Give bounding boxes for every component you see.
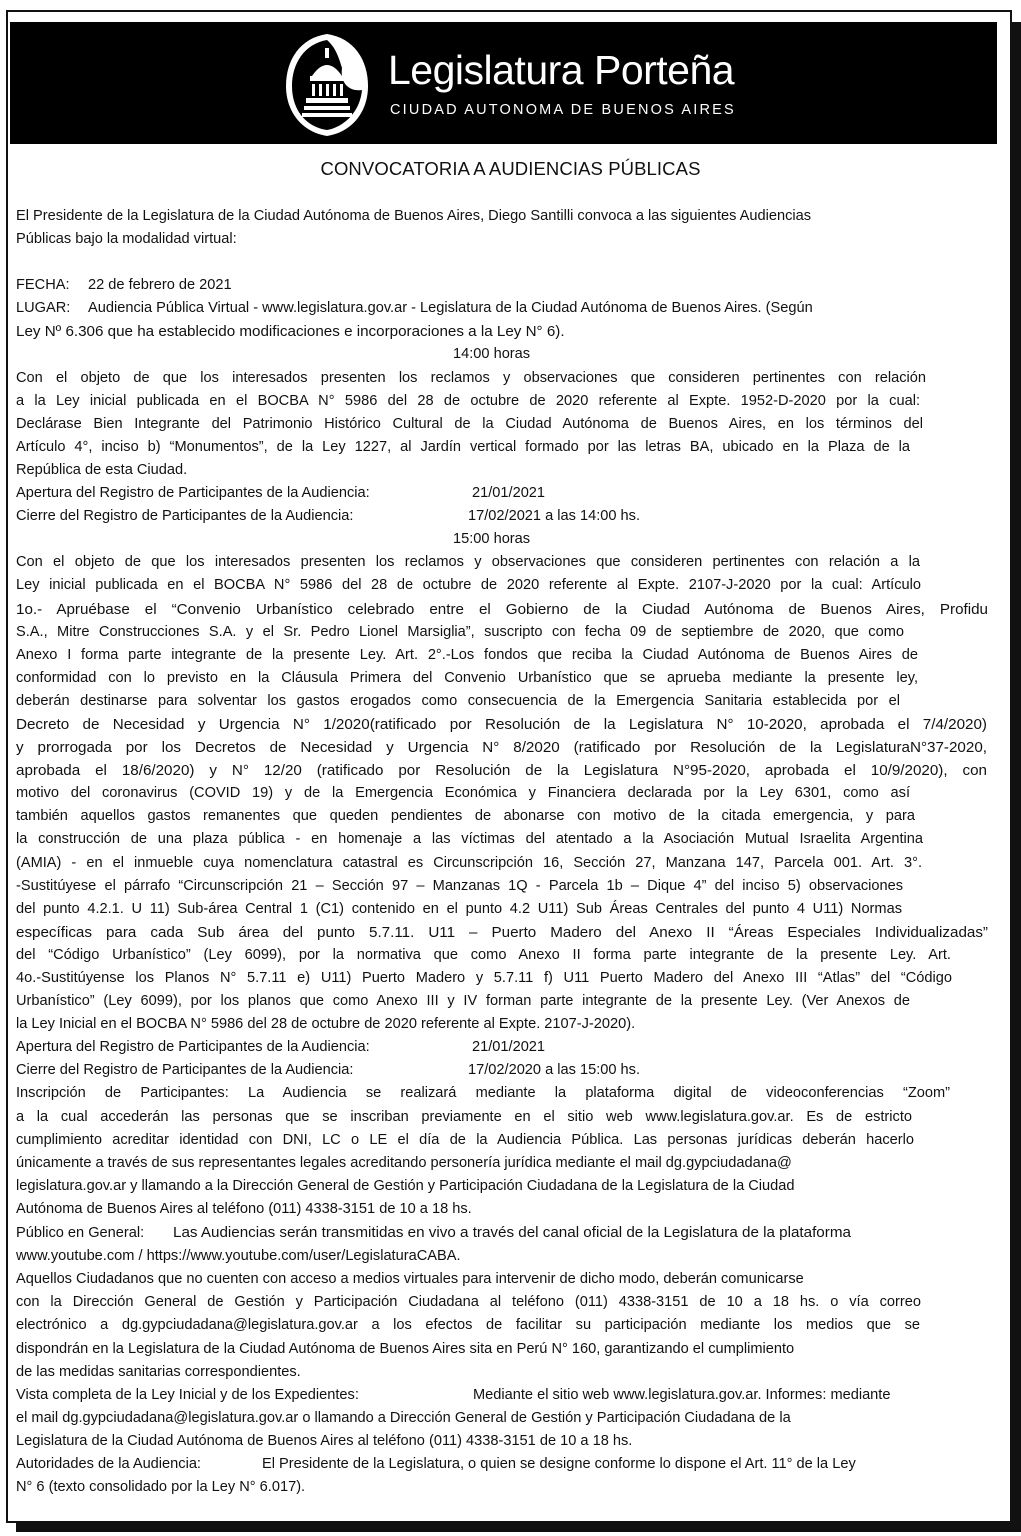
session1-line: Con el objeto de que los interesados presenten los reclamos y observaciones que consideren pertinentes con relación (16, 369, 926, 386)
autoridades-line: N° 6 (texto consolidado por la Ley N° 6.017). (16, 1479, 306, 1496)
session2-line: la construcción de una plaza pública - en homenaje a las víctimas del atentado a la Asociación Mutual Israelita Argentina (16, 831, 923, 848)
brand-subtitle: CIUDAD AUTONOMA DE BUENOS AIRES (390, 102, 736, 118)
cierre-value: 17/02/2021 a las 14:00 hs. (468, 508, 641, 525)
vista-line: Legislatura de la Ciudad Autónoma de Buenos Aires al teléfono (011) 4338-3151 de 10 a 18 hs. (16, 1432, 633, 1449)
publico-line: Aquellos Ciudadanos que no cuenten con acceso a medios virtuales para intervenir de dicho modo, deberán comunicarse (16, 1271, 804, 1288)
autoridades-row (16, 1453, 991, 1476)
apertura-label: Apertura del Registro de Participantes de la Audiencia: (16, 1039, 370, 1056)
inscripcion-line: legislatura.gov.ar y llamando a la Dirección General de Gestión y Participación Ciudadana de la Legislatura de la Ciudad (16, 1177, 795, 1194)
frame-shadow-bottom (16, 1523, 1021, 1532)
session2-line: 1o.- Apruébase el “Convenio Urbanístico celebrado entre el Gobierno de la Ciudad Autónoma de Buenos Aires, Profidu (16, 600, 988, 618)
session2-line: Con el objeto de que los interesados presenten los reclamos y observaciones que consideren pertinentes con relación a la (16, 554, 920, 571)
vista-first: Mediante el sitio web www.legislatura.gov.ar. Informes: mediante (473, 1386, 891, 1403)
cierre-label: Cierre del Registro de Participantes de la Audiencia: (16, 1062, 354, 1079)
cierre-value: 17/02/2020 a las 15:00 hs. (468, 1062, 641, 1079)
session2-line: específicas para cada Sub área del punto 5.7.11. U11 – Puerto Madero del Anexo II “Áreas Especiales Individualizadas” (16, 923, 988, 941)
intro-line: El Presidente de la Legislatura de la Ciudad Autónoma de Buenos Aires, Diego Santilli convoca a las siguientes Audiencias (16, 208, 812, 224)
intro-line: Públicas bajo la modalidad virtual: (16, 231, 237, 248)
inscripcion-label: Inscripción de Participantes: (16, 1085, 229, 1102)
legislature-dome-logo (282, 32, 372, 138)
lugar-label: LUGAR: (16, 300, 71, 317)
session2-line: (AMIA) - en el inmueble cuya nomenclatura catastral es Circunscripción 16, Sección 27, Manzana 147, Parcela 001. Art. 3°. (16, 854, 922, 871)
vista-row (16, 1384, 991, 1407)
autoridades-label: Autoridades de la Audiencia: (16, 1455, 201, 1472)
apertura-value: 21/01/2021 (472, 485, 546, 502)
page-title: CONVOCATORIA A AUDIENCIAS PÚBLICAS (320, 158, 701, 179)
inscripcion-line: a la cual accederán las personas que se inscriban previamente en el sitio web www.legislatura.gov.ar. Es de estricto (16, 1108, 912, 1125)
session2-cierre (16, 1059, 991, 1082)
vista-label: Vista completa de la Ley Inicial y de los Expedientes: (16, 1386, 359, 1403)
lugar-value: Audiencia Pública Virtual - www.legislatura.gov.ar - Legislatura de la Ciudad Autónoma de Buenos Aires. (Según (88, 300, 813, 317)
lugar-continuation: Ley Nº 6.306 que ha establecido modificaciones e incorporaciones a la Ley N° 6). (16, 323, 565, 341)
session2-line: -Sustitúyese el párrafo “Circunscripción 21 – Sección 97 – Manzanas 1Q - Parcela 1b – Dique 4” del inciso 5) observaciones (16, 877, 903, 894)
session2-apertura (16, 1036, 991, 1059)
apertura-label: Apertura del Registro de Participantes de la Audiencia: (16, 485, 370, 502)
session1-line: República de esta Ciudad. (16, 461, 188, 478)
session2-line: la Ley Inicial en el BOCBA N° 5986 del 28 de octubre de 2020 referente al Expte. 2107-J-2020). (16, 1016, 636, 1033)
fecha-label: FECHA: (16, 277, 70, 294)
fecha-row (16, 274, 991, 297)
header-banner (10, 22, 997, 144)
session2-time: 15:00 horas (453, 531, 531, 548)
brand-title: Legislatura Porteña (388, 47, 735, 93)
session2-line: 4o.-Sustitúyense los Planos N° 5.7.11 e) U11) Puerto Madero y 5.7.11 f) U11 Puerto Madero del Anexo III “Atlas” del “Código (16, 970, 952, 986)
publico-label: Público en General: (16, 1225, 145, 1242)
session2-line: Urbanístico” (Ley 6099), por los planos que como Anexo III y IV forman parte integrante de la presente Ley. (Ver Anexos de (16, 993, 910, 1010)
notice-body (16, 205, 991, 1499)
inscripcion-line: Autónoma de Buenos Aires al teléfono (011) 4338-3151 de 10 a 18 hs. (16, 1200, 472, 1217)
inscripcion-line: cumplimiento acreditar identidad con DNI, LC o LE el día de la Audiencia Pública. Las personas jurídicas deberán hacerlo (16, 1131, 914, 1148)
session2-line: Ley inicial publicada en el BOCBA N° 5986 del 28 de octubre de 2020 referente al Expte. 2107-J-2020 por la cual: Artículo (16, 577, 921, 594)
session2-line: y prorrogada por los Decretos de Necesidad y Urgencia N° 8/2020 (ratificado por Resolución de la LegislaturaN°37-2020, (16, 739, 987, 757)
session2-line: S.A., Mitre Construcciones S.A. y el Sr. Pedro Lionel Marsiglia”, suscripto con fecha 09 de septiembre de 2020, que como (16, 623, 904, 640)
session2-line: del punto 4.2.1. U 11) Sub-área Central 1 (C1) contenido en el punto 4.2 U11) Sub Áreas Centrales del punto 4 U11) Normas (16, 900, 902, 917)
vista-line: el mail dg.gypciudadana@legislatura.gov.ar o llamando a Dirección General de Gestión y Participación Ciudadana de la (16, 1409, 791, 1426)
publico-row (16, 1221, 991, 1245)
lugar-row (16, 297, 991, 320)
session1-line: a la Ley inicial publicada en el BOCBA N° 5986 del 28 de octubre de 2020 referente al Expte. 1952-D-2020 por la cual: (16, 392, 920, 409)
publico-line: de las medidas sanitarias correspondientes. (16, 1363, 301, 1380)
session2-line: Anexo I forma parte integrante de la presente Ley. Art. 2°.-Los fondos que reciba la Ciudad Autónoma de Buenos Aires de (16, 646, 918, 663)
session1-line: Artículo 4°, inciso b) “Monumentos”, de la Ley 1227, al Jardín vertical formado por las letras BA, ubicado en la Plaza de la (16, 438, 910, 455)
session2-line: también aquellos gastos remanentes que queden pendientes de abonarse con motivo de la citada emergencia, y para (16, 808, 915, 825)
session1-time: 14:00 horas (453, 346, 531, 363)
session2-line: motivo del coronavirus (COVID 19) y de la Emergencia Económica y Financiera declarada por la Ley 6301, como así (16, 785, 910, 802)
session2-line: conformidad con lo previsto en la Cláusula Primera del Convenio Urbanístico que se aprueba mediante la presente ley, (16, 669, 918, 686)
fecha-value: 22 de febrero de 2021 (88, 277, 232, 294)
frame-shadow-right (1012, 22, 1021, 1530)
inscripcion-first: La Audiencia se realizará mediante la plataforma digital de videoconferencias “Zoom” (247, 1085, 950, 1102)
publico-line: www.youtube.com / https://www.youtube.com/user/LegislaturaCABA. (16, 1248, 461, 1265)
publico-line: con la Dirección General de Gestión y Participación Ciudadana al teléfono (011) 4338-3151 de 10 a 18 hs. o vía correo (16, 1294, 921, 1311)
publico-line: electrónico a dg.gypciudadana@legislatura.gov.ar a los efectos de facilitar su participación mediante los medios que se (16, 1317, 920, 1334)
session2-line: del “Código Urbanístico” (Ley 6099), por la normativa que como Anexo II forma parte integrante de la presente Ley. Art. (16, 946, 951, 963)
session1-apertura (16, 482, 991, 505)
session2-line: aprobada el 18/6/2020) y N° 12/20 (ratificado por Resolución de la Legislatura N°95-2020, aprobada el 10/9/2020), con (16, 762, 987, 780)
session1-cierre (16, 505, 991, 528)
publico-line: dispondrán en la Legislatura de la Ciudad Autónoma de Buenos Aires sita en Perú N° 160, garantizando el cumplimiento (16, 1340, 795, 1357)
inscripcion-row (16, 1082, 950, 1105)
publico-first: Las Audiencias serán transmitidas en vivo a través del canal oficial de la Legislatura de la plataforma (173, 1224, 851, 1242)
apertura-value: 21/01/2021 (472, 1039, 546, 1056)
session2-line: deberán destinarse para solventar los gastos erogados como consecuencia de la Emergencia Sanitaria establecida por el (16, 692, 900, 709)
session2-line: Decreto de Necesidad y Urgencia N° 1/2020(ratificado por Resolución de la Legislatura N° 10-2020, aprobada el 7/4/2020) (16, 715, 987, 733)
cierre-label: Cierre del Registro de Participantes de la Audiencia: (16, 508, 354, 525)
inscripcion-line: únicamente a través de sus representantes legales acreditando personería jurídica mediante el mail dg.gypciudadana@ (16, 1154, 792, 1171)
autoridades-first: El Presidente de la Legislatura, o quien se designe conforme lo dispone el Art. 11° de la Ley (262, 1455, 856, 1472)
session1-line: Declárase Bien Integrante del Patrimonio Histórico Cultural de la Ciudad Autónoma de Buenos Aires, en los términos del (16, 415, 923, 432)
